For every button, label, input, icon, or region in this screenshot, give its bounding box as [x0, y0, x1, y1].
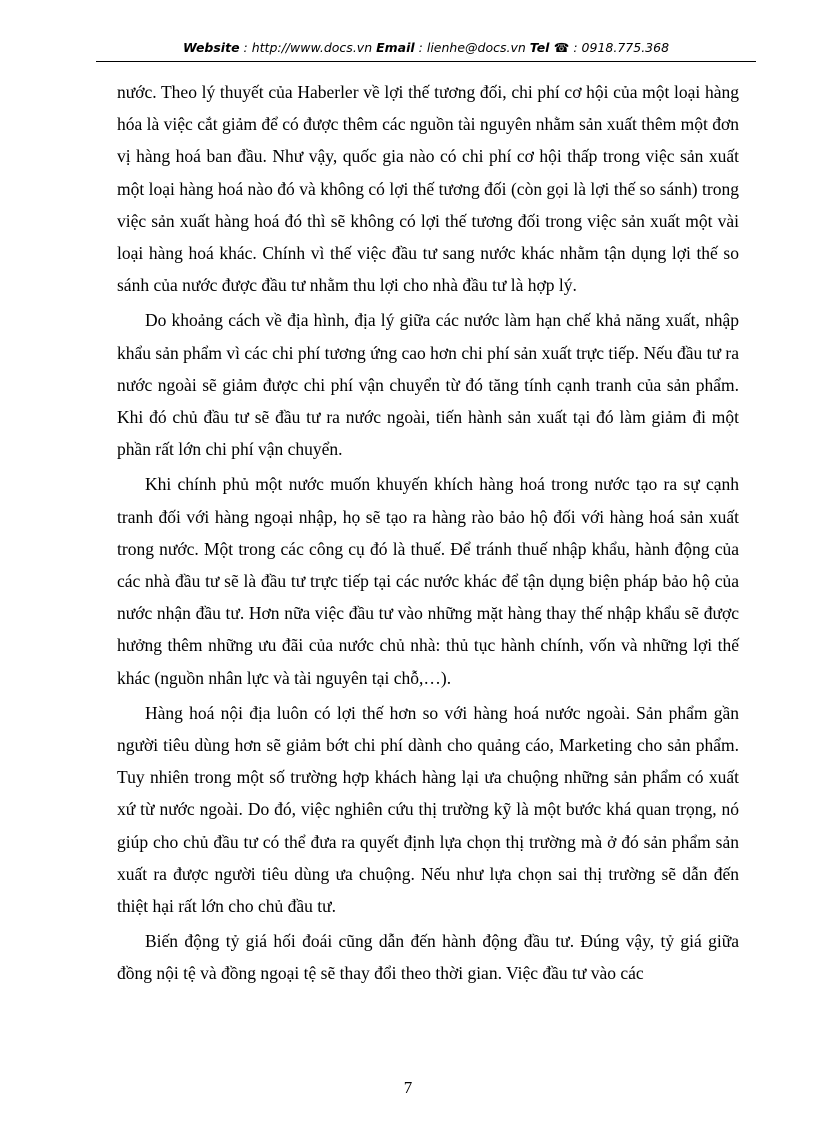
- paragraph: Khi chính phủ một nước muốn khuyến khích hàng hoá trong nước tạo ra sự cạnh tranh đối với hàng ngoại nhập, họ sẽ tạo ra hàng rào bảo hộ đối với hàng hoá sản xuất trong nước. Một trong các công cụ đó là thuế. Để tránh thuế nhập khẩu, hành động của các nhà đầu tư sẽ là đầu tư trực tiếp tại các nước khác để tận dụng biện pháp bảo hộ của nước nhận đầu tư. Hơn nữa việc đầu tư vào những mặt hàng thay thế nhập khẩu sẽ được hưởng thêm những ưu đãi của nước chủ nhà: thủ tục hành chính, vốn và những lợi thế khác (nguồn nhân lực và tài nguyên tại chỗ,…).: [117, 474, 739, 688]
- tel-label: Tel ☎: [529, 40, 570, 55]
- email-value: : lienhe@docs.vn: [418, 40, 526, 55]
- document-body: [117, 76, 739, 993]
- paragraph: Do khoảng cách về địa hình, địa lý giữa các nước làm hạn chế khả năng xuất, nhập khẩu sản phẩm vì các chi phí tương ứng cao hơn chi phí sản xuất trực tiếp. Nếu đầu tư ra nước ngoài sẽ giảm được chi phí vận chuyển từ đó tăng tính cạnh tranh của sản phẩm. Khi đó chủ đầu tư sẽ đầu tư ra nước ngoài, tiến hành sản xuất tại đó làm giảm đi một phần rất lớn chi phí vận chuyển.: [117, 310, 739, 460]
- website-value: : http://www.docs.vn: [243, 40, 373, 55]
- paragraph: nước. Theo lý thuyết của Haberler về lợi thế tương đối, chi phí cơ hội của một loại hàng hóa là việc cắt giảm để có được thêm các nguồn tài nguyên nhằm sản xuất thêm một đơn vị hàng hoá ban đầu. Như vậy, quốc gia nào có chi phí cơ hội thấp trong việc sản xuất một loại hàng hoá nào đó và không có lợi thế tương đối (còn gọi là lợi thế so sánh) trong việc sản xuất hàng hoá đó thì sẽ không có lợi thế tương đối trong việc sản xuất một vài loại hàng hoá khác. Chính vì thế việc đầu tư sang nước khác nhằm tận dụng lợi thế so sánh của nước được đầu tư nhằm thu lợi cho nhà đầu tư là hợp lý.: [117, 82, 739, 296]
- paragraph: Biến động tỷ giá hối đoái cũng dẫn đến hành động đầu tư. Đúng vậy, tỷ giá giữa đồng nội tệ và đồng ngoại tệ sẽ thay đổi theo thời gian. Việc đầu tư vào các: [117, 931, 739, 984]
- tel-value: : 0918.775.368: [573, 40, 670, 55]
- email-label: Email: [376, 40, 415, 55]
- page-header: [96, 40, 756, 62]
- website-label: Website: [182, 40, 240, 55]
- page-number: 7: [403, 1078, 413, 1097]
- paragraph: Hàng hoá nội địa luôn có lợi thế hơn so với hàng hoá nước ngoài. Sản phẩm gần người tiêu dùng hơn sẽ giảm bớt chi phí dành cho quảng cáo, Marketing cho sản phẩm. Tuy nhiên trong một số trường hợp khách hàng lại ưa chuộng những sản phẩm có xuất xứ từ nước ngoài. Do đó, việc nghiên cứu thị trường kỹ là một bước khá quan trọng, nó giúp cho chủ đầu tư có thể đưa ra quyết định lựa chọn thị trường mà ở đó sản phẩm sản xuất ra được người tiêu dùng ưa chuộng. Nếu như lựa chọn sai thị trường sẽ dẫn đến thiệt hại rất lớn cho chủ đầu tư.: [117, 702, 739, 917]
